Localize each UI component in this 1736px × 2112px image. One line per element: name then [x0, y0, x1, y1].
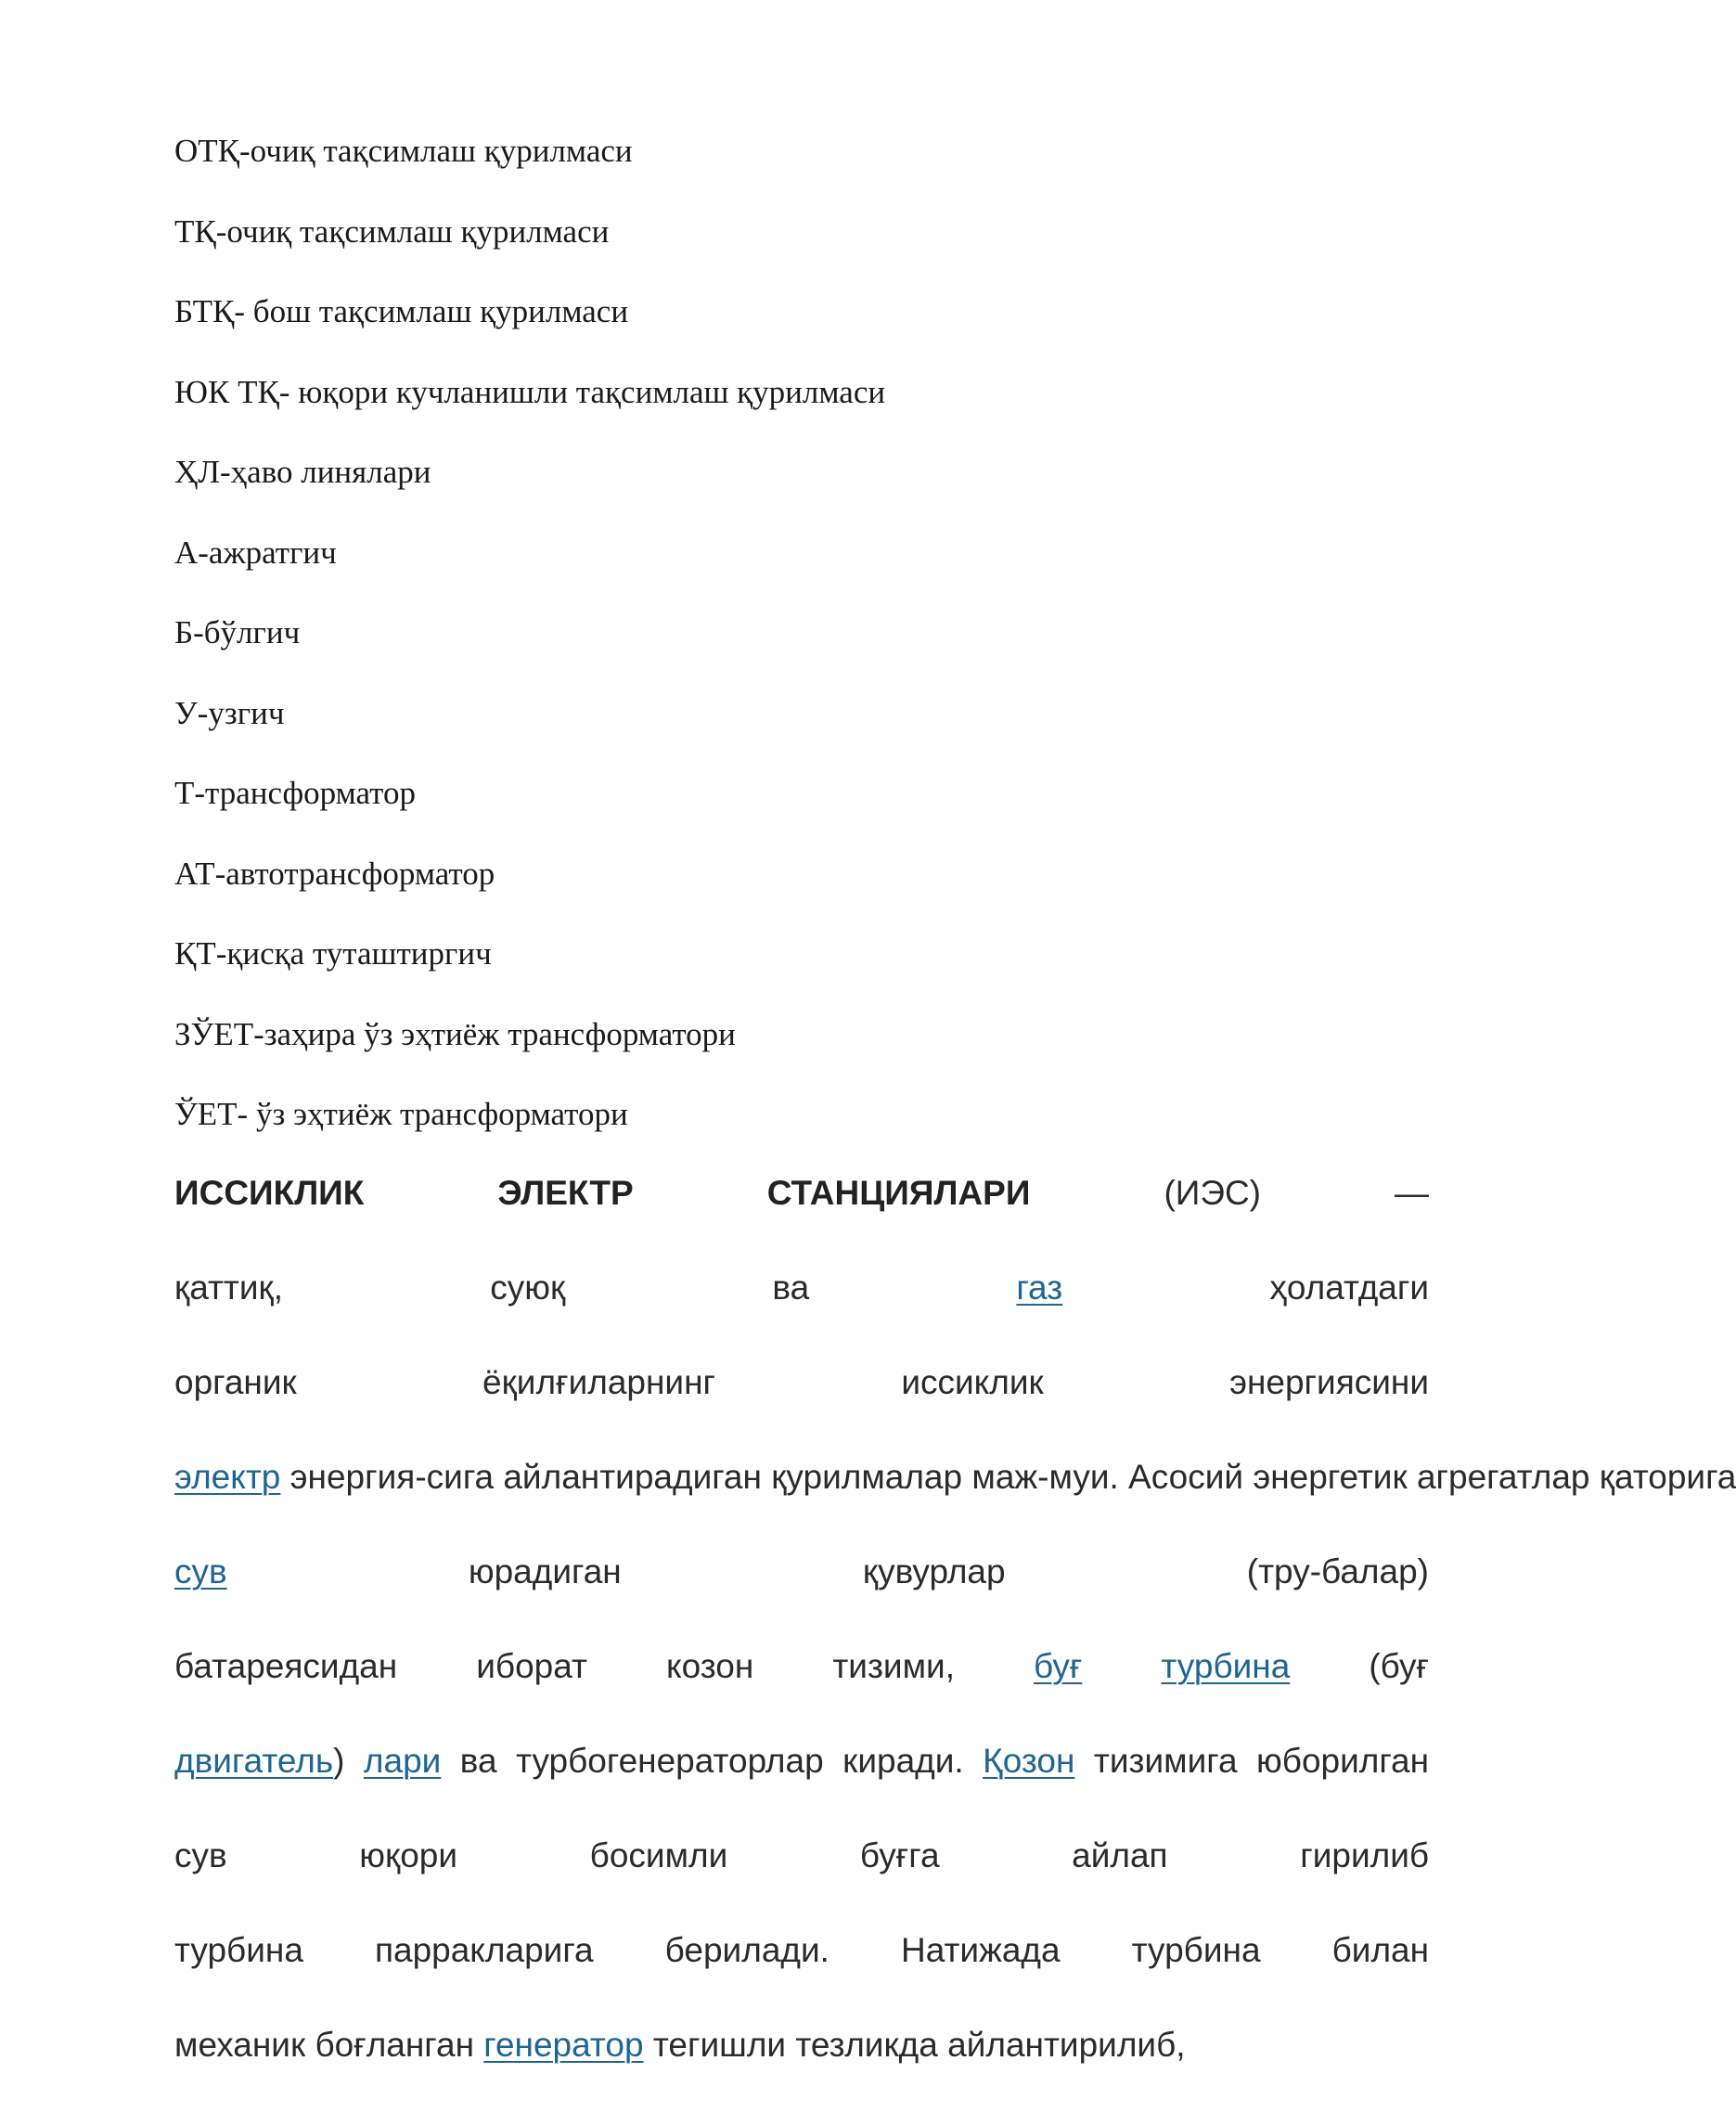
text-segment: тизими,: [832, 1647, 955, 1685]
text-segment: батареясидан: [174, 1647, 398, 1685]
text-segment: ёқилғиларнинг: [482, 1363, 716, 1401]
abbreviation-item: ОТҚ-очиқ тақсимлаш қурилмаси: [174, 133, 633, 169]
paragraph-title: ЭЛЕКТР: [497, 1174, 634, 1212]
text-segment: турбина: [174, 1931, 303, 1969]
link-gaz[interactable]: газ: [1016, 1268, 1063, 1307]
text-segment: (ИЭС): [1164, 1174, 1261, 1212]
text-segment: Асосий: [1128, 1458, 1244, 1496]
link-dvigatel[interactable]: двигатель: [174, 1742, 334, 1780]
text-segment: берилади.: [664, 1931, 829, 1969]
text-segment: қувурлар: [862, 1552, 1006, 1590]
text-segment: энергиясини: [1229, 1363, 1429, 1401]
abbreviation-item: ЮК ТҚ- юқори кучланишли тақсимлаш қурилмаси: [174, 373, 886, 410]
link-generator[interactable]: генератор: [483, 2026, 644, 2064]
text-segment: айлап: [1072, 1836, 1168, 1874]
text-segment: турбогенераторлар: [516, 1742, 824, 1780]
text-segment: босимли: [589, 1836, 728, 1874]
text-segment: қурилмалар: [771, 1458, 963, 1496]
text-segment: билан: [1331, 1931, 1430, 1969]
abbreviation-item: ҲЛ-ҳаво линялари: [174, 454, 431, 490]
paragraph-title: СТАНЦИЯЛАРИ: [766, 1174, 1031, 1212]
text-segment: тезликда: [795, 2026, 938, 2064]
text-segment: ва: [459, 1742, 497, 1780]
abbreviation-item: Т-трансформатор: [174, 775, 417, 811]
text-segment: козон: [665, 1647, 754, 1685]
text-segment: иссиклик: [901, 1363, 1044, 1401]
paragraph-line: [174, 2017, 1429, 2112]
abbreviation-item: ТҚ-очиқ тақсимлаш қурилмаси: [174, 212, 610, 250]
text-segment: ҳолатдаги: [1269, 1268, 1430, 1307]
link-lari[interactable]: лари: [363, 1742, 442, 1780]
link-suv[interactable]: сув: [174, 1552, 227, 1590]
text-segment: сув: [174, 1836, 227, 1874]
text-segment: агрегатлар: [1416, 1458, 1590, 1496]
paragraph-line: [174, 1544, 1429, 1639]
abbreviation-item: А-ажратгич: [174, 534, 337, 571]
text-segment: айлантирадиган: [503, 1458, 762, 1496]
abbreviation-item: ЎЕТ- ўз эҳтиёж трансформатори: [174, 1096, 628, 1132]
text-segment: юрадиган: [468, 1552, 622, 1590]
paragraph-line: [174, 1923, 1429, 2017]
paragraph-title: ИССИКЛИК: [174, 1174, 365, 1212]
text-segment: иборат: [476, 1647, 587, 1685]
abbreviation-item: У-узгич: [174, 694, 285, 731]
text-segment: механик: [174, 2026, 306, 2064]
text-segment: энергия-сига: [289, 1458, 495, 1496]
text-segment: гирилиб: [1300, 1836, 1430, 1874]
paragraph-line: [174, 1355, 1429, 1449]
text-segment: қаторига: [1599, 1458, 1736, 1496]
paragraph-line: [174, 1733, 1429, 1828]
text-segment: суюқ: [490, 1268, 566, 1307]
abbreviation-item: ЗЎЕТ-заҳира ўз эҳтиёж трансформатори: [174, 1015, 736, 1052]
paragraph-line: [174, 1639, 1429, 1733]
text-segment: киради.: [842, 1742, 964, 1780]
link-qozon[interactable]: Қозон: [983, 1742, 1075, 1780]
text-segment: ва: [772, 1268, 810, 1307]
text-segment: (тру-балар): [1246, 1552, 1430, 1590]
link-bug[interactable]: буғ: [1034, 1647, 1083, 1685]
abbreviation-item: Б-бўлгич: [174, 614, 301, 650]
abbreviation-item: ҚТ-қисқа туташтиргич: [174, 935, 492, 972]
abbreviation-list: [174, 130, 1288, 1174]
text-segment: боғланган: [315, 2026, 474, 2064]
text-segment: органик: [174, 1363, 297, 1401]
text-segment: парракларига: [374, 1931, 594, 1969]
text-segment: —: [1395, 1174, 1430, 1212]
paragraph-line: [174, 1165, 1429, 1260]
text-segment: тегишли: [652, 2026, 787, 2064]
tes-paragraph: [174, 1165, 1736, 2112]
paragraph-line: [174, 1260, 1429, 1355]
text-segment: турбина: [1131, 1931, 1261, 1969]
text-segment: Натижада: [900, 1931, 1061, 1969]
abbreviation-item: БТҚ- бош тақсимлаш қурилмаси: [174, 293, 629, 329]
text-segment: қаттиқ,: [174, 1268, 283, 1307]
text-segment: тизимига: [1093, 1742, 1238, 1780]
text-segment: айлантирилиб,: [947, 2026, 1186, 2064]
text-segment: маж-муи.: [971, 1458, 1119, 1496]
text-segment: буғга: [859, 1836, 940, 1874]
text-segment: энергетик: [1253, 1458, 1408, 1496]
text-segment: (буғ: [1369, 1647, 1430, 1685]
paragraph-line: [174, 1828, 1429, 1923]
link-elektr[interactable]: электр: [174, 1458, 281, 1496]
text-segment: юқори: [359, 1836, 458, 1874]
link-turbina[interactable]: турбина: [1161, 1647, 1291, 1685]
paragraph-line: [174, 1449, 1736, 1544]
abbreviation-item: АТ-автотрансформатор: [174, 855, 495, 892]
text-segment: ): [333, 1742, 345, 1780]
text-segment: юборилган: [1256, 1742, 1430, 1780]
